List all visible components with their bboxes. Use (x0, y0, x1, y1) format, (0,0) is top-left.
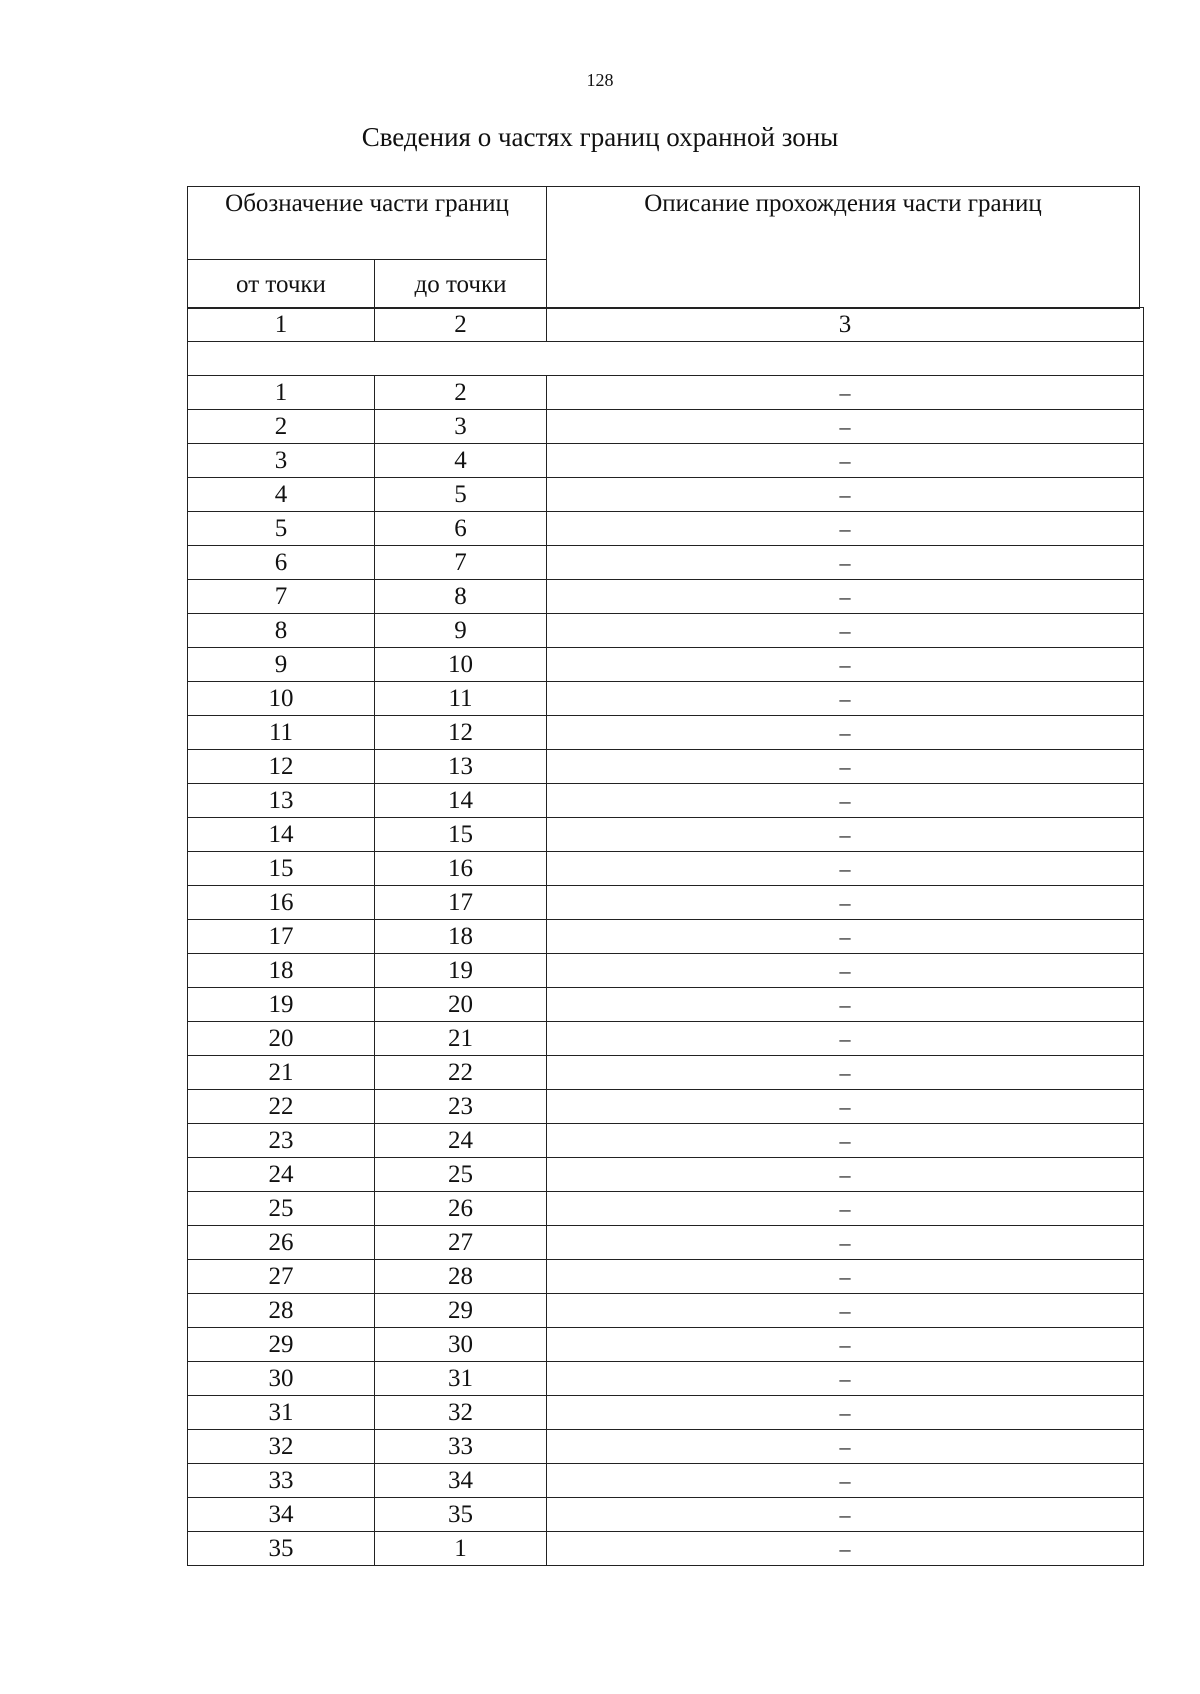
from-point-cell: 15 (188, 852, 375, 886)
description-cell: – (547, 1362, 1144, 1396)
from-point-cell: 28 (188, 1294, 375, 1328)
to-point-cell: 33 (375, 1430, 547, 1464)
description-cell: – (547, 1022, 1144, 1056)
column-number-2: 2 (375, 308, 547, 342)
to-point-cell: 23 (375, 1090, 547, 1124)
description-cell: – (547, 1124, 1144, 1158)
header-to-point: до точки (375, 260, 547, 309)
table-row (188, 1498, 1144, 1532)
to-point-cell: 2 (375, 376, 547, 410)
column-number-row (188, 308, 1144, 342)
from-point-cell: 11 (188, 716, 375, 750)
from-point-cell: 16 (188, 886, 375, 920)
table-row (188, 750, 1144, 784)
table-row (188, 1022, 1144, 1056)
to-point-cell: 26 (375, 1192, 547, 1226)
to-point-cell: 3 (375, 410, 547, 444)
table-row (188, 1430, 1144, 1464)
header-boundary-description: Описание прохождения части границ (547, 187, 1140, 309)
from-point-cell: 18 (188, 954, 375, 988)
description-cell: – (547, 1532, 1144, 1566)
to-point-cell: 8 (375, 580, 547, 614)
table-row (188, 478, 1144, 512)
table-row (188, 1226, 1144, 1260)
to-point-cell: 28 (375, 1260, 547, 1294)
table-row (188, 1362, 1144, 1396)
from-point-cell: 33 (188, 1464, 375, 1498)
header-from-point: от точки (188, 260, 375, 309)
description-cell: – (547, 750, 1144, 784)
table-row (188, 920, 1144, 954)
description-cell: – (547, 1056, 1144, 1090)
table-row (188, 444, 1144, 478)
description-cell: – (547, 852, 1144, 886)
description-cell: – (547, 478, 1144, 512)
to-point-cell: 9 (375, 614, 547, 648)
from-point-cell: 4 (188, 478, 375, 512)
table-header (187, 186, 1140, 309)
to-point-cell: 24 (375, 1124, 547, 1158)
column-number-3: 3 (547, 308, 1144, 342)
description-cell: – (547, 444, 1144, 478)
to-point-cell: 18 (375, 920, 547, 954)
table-row (188, 1260, 1144, 1294)
description-cell: – (547, 1430, 1144, 1464)
from-point-cell: 30 (188, 1362, 375, 1396)
table-row (188, 886, 1144, 920)
to-point-cell: 16 (375, 852, 547, 886)
table-row (188, 716, 1144, 750)
table-row (188, 614, 1144, 648)
from-point-cell: 8 (188, 614, 375, 648)
to-point-cell: 6 (375, 512, 547, 546)
description-cell: – (547, 954, 1144, 988)
description-cell: – (547, 1226, 1144, 1260)
to-point-cell: 12 (375, 716, 547, 750)
from-point-cell: 14 (188, 818, 375, 852)
from-point-cell: 9 (188, 648, 375, 682)
to-point-cell: 29 (375, 1294, 547, 1328)
from-point-cell: 31 (188, 1396, 375, 1430)
table-row (188, 1532, 1144, 1566)
description-cell: – (547, 1498, 1144, 1532)
from-point-cell: 10 (188, 682, 375, 716)
table-row (188, 1158, 1144, 1192)
to-point-cell: 14 (375, 784, 547, 818)
description-cell: – (547, 648, 1144, 682)
from-point-cell: 27 (188, 1260, 375, 1294)
from-point-cell: 24 (188, 1158, 375, 1192)
from-point-cell: 1 (188, 376, 375, 410)
table-row (188, 1464, 1144, 1498)
table-row (188, 852, 1144, 886)
from-point-cell: 23 (188, 1124, 375, 1158)
to-point-cell: 17 (375, 886, 547, 920)
to-point-cell: 5 (375, 478, 547, 512)
table-row (188, 1396, 1144, 1430)
from-point-cell: 20 (188, 1022, 375, 1056)
from-point-cell: 13 (188, 784, 375, 818)
table-row (188, 818, 1144, 852)
to-point-cell: 30 (375, 1328, 547, 1362)
table-row (188, 410, 1144, 444)
from-point-cell: 19 (188, 988, 375, 1022)
to-point-cell: 7 (375, 546, 547, 580)
to-point-cell: 22 (375, 1056, 547, 1090)
table-row (188, 546, 1144, 580)
description-cell: – (547, 1090, 1144, 1124)
description-cell: – (547, 1158, 1144, 1192)
to-point-cell: 1 (375, 1532, 547, 1566)
table-row (188, 1328, 1144, 1362)
description-cell: – (547, 818, 1144, 852)
description-cell: – (547, 682, 1144, 716)
to-point-cell: 4 (375, 444, 547, 478)
table-row (188, 682, 1144, 716)
description-cell: – (547, 410, 1144, 444)
description-cell: – (547, 1328, 1144, 1362)
to-point-cell: 13 (375, 750, 547, 784)
description-cell: – (547, 1396, 1144, 1430)
description-cell: – (547, 920, 1144, 954)
to-point-cell: 35 (375, 1498, 547, 1532)
description-cell: – (547, 512, 1144, 546)
column-number-1: 1 (188, 308, 375, 342)
from-point-cell: 12 (188, 750, 375, 784)
description-cell: – (547, 988, 1144, 1022)
description-cell: – (547, 716, 1144, 750)
from-point-cell: 29 (188, 1328, 375, 1362)
table-row (188, 1056, 1144, 1090)
description-cell: – (547, 546, 1144, 580)
from-point-cell: 22 (188, 1090, 375, 1124)
to-point-cell: 32 (375, 1396, 547, 1430)
table-row (188, 580, 1144, 614)
to-point-cell: 15 (375, 818, 547, 852)
table-row (188, 1124, 1144, 1158)
from-point-cell: 35 (188, 1532, 375, 1566)
to-point-cell: 11 (375, 682, 547, 716)
document-title: Сведения о частях границ охранной зоны (361, 122, 839, 152)
table-row (188, 988, 1144, 1022)
to-point-cell: 19 (375, 954, 547, 988)
from-point-cell: 17 (188, 920, 375, 954)
description-cell: – (547, 1192, 1144, 1226)
description-cell: – (547, 614, 1144, 648)
from-point-cell: 25 (188, 1192, 375, 1226)
from-point-cell: 34 (188, 1498, 375, 1532)
to-point-cell: 34 (375, 1464, 547, 1498)
table-row (188, 784, 1144, 818)
from-point-cell: 5 (188, 512, 375, 546)
to-point-cell: 31 (375, 1362, 547, 1396)
to-point-cell: 10 (375, 648, 547, 682)
description-cell: – (547, 886, 1144, 920)
table-row (188, 1192, 1144, 1226)
description-cell: – (547, 1260, 1144, 1294)
from-point-cell: 6 (188, 546, 375, 580)
section-label (188, 342, 1144, 376)
from-point-cell: 26 (188, 1226, 375, 1260)
from-point-cell: 3 (188, 444, 375, 478)
from-point-cell: 2 (188, 410, 375, 444)
table-row (188, 1090, 1144, 1124)
to-point-cell: 27 (375, 1226, 547, 1260)
section-row (188, 342, 1144, 376)
description-cell: – (547, 1464, 1144, 1498)
from-point-cell: 21 (188, 1056, 375, 1090)
description-cell: – (547, 580, 1144, 614)
description-cell: – (547, 376, 1144, 410)
table-row (188, 512, 1144, 546)
table-row (188, 648, 1144, 682)
description-cell: – (547, 784, 1144, 818)
description-cell: – (547, 1294, 1144, 1328)
page-number: 128 (586, 70, 614, 90)
to-point-cell: 21 (375, 1022, 547, 1056)
table-row (188, 376, 1144, 410)
boundary-table (187, 307, 1144, 1566)
to-point-cell: 25 (375, 1158, 547, 1192)
to-point-cell: 20 (375, 988, 547, 1022)
table-row (188, 954, 1144, 988)
table-row (188, 1294, 1144, 1328)
from-point-cell: 32 (188, 1430, 375, 1464)
header-boundary-designation: Обозначение части границ (188, 187, 547, 260)
from-point-cell: 7 (188, 580, 375, 614)
